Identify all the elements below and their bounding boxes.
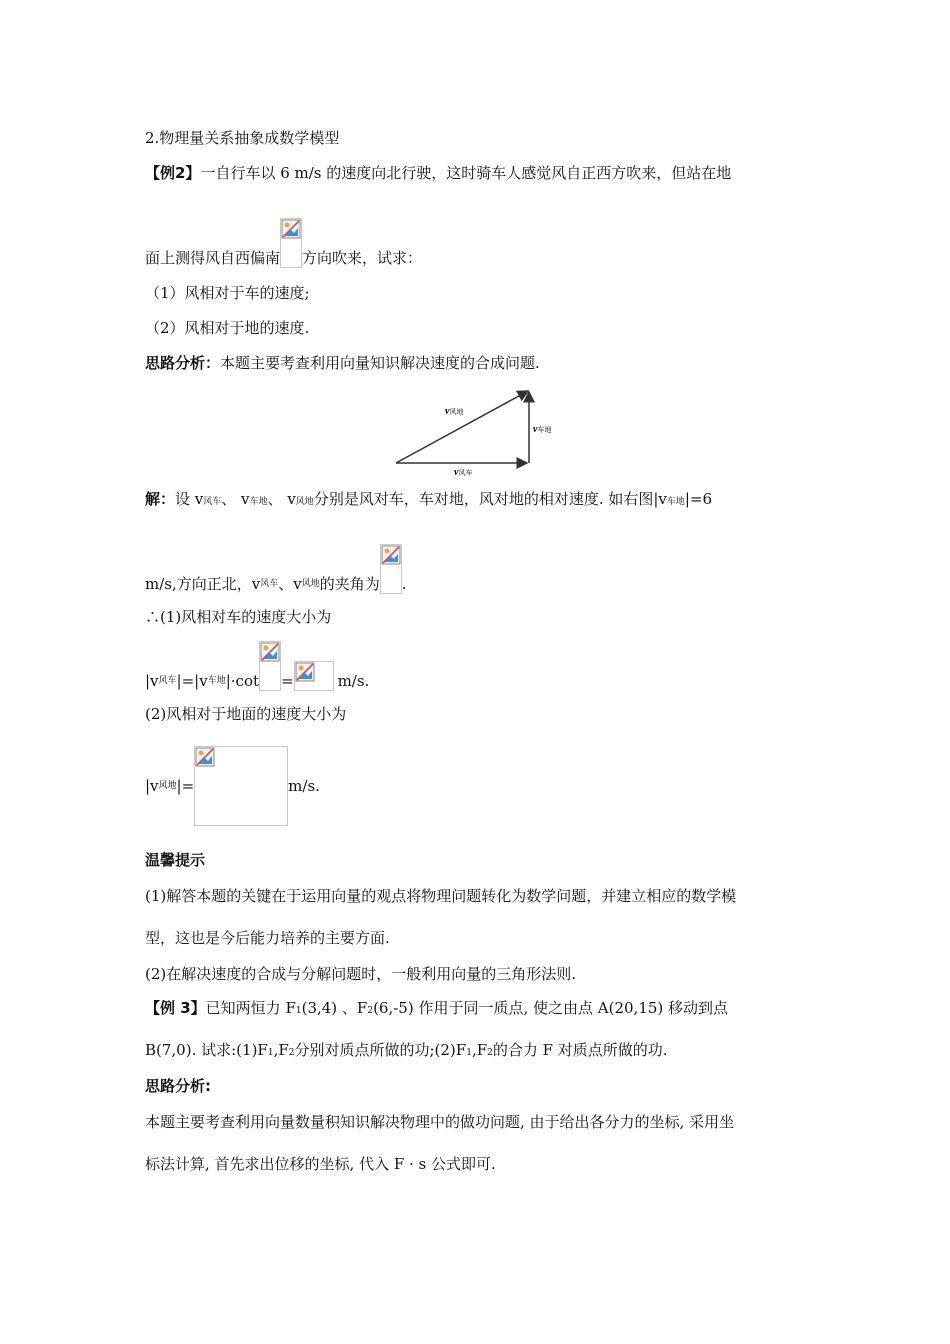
ex3-sub: 2 bbox=[367, 1006, 374, 1016]
angle-image bbox=[380, 544, 402, 594]
sol-sub: 车地 bbox=[207, 676, 226, 686]
ex3-sub: 1 bbox=[267, 1048, 274, 1058]
ex3-text: ,F bbox=[471, 1041, 488, 1059]
analysis2-label: 思路分析: bbox=[145, 1077, 211, 1095]
ex3-sub: 1 bbox=[466, 1048, 472, 1058]
example2-text3: 方向吹来，试求： bbox=[302, 249, 423, 267]
analysis1-text: 本题主要考查利用向量知识解决速度的合成问题. bbox=[220, 354, 540, 372]
sol-text: m/s,方向正北，v bbox=[145, 575, 261, 593]
sol-text: = bbox=[281, 672, 294, 690]
sol-sub: 风地 bbox=[158, 781, 177, 791]
sol-sub: 风车 bbox=[203, 497, 222, 507]
part2-line: (2)风相对于地面的速度大小为 bbox=[145, 705, 347, 723]
ex3-text: ,F bbox=[273, 1041, 289, 1059]
ex3-text: (3,4) 、F bbox=[301, 999, 368, 1017]
sol-sub: 风车 bbox=[158, 676, 177, 686]
analysis2-line2: 标法计算, 首先求出位移的坐标, 代入 F · s 公式即可. bbox=[145, 1155, 496, 1173]
tips-title: 温馨提示 bbox=[145, 851, 206, 869]
sol-text: m/s. bbox=[288, 777, 320, 795]
sol-sub: 车地 bbox=[249, 497, 268, 507]
sol-text: |v bbox=[145, 777, 159, 795]
velocity-triangle-diagram bbox=[390, 383, 560, 478]
example3-tag: 【例 3】 bbox=[145, 999, 206, 1017]
sol-text: |v bbox=[653, 490, 667, 508]
analysis1 bbox=[145, 353, 540, 373]
sol-sub: 风地 bbox=[301, 579, 320, 589]
broken-image-icon bbox=[295, 662, 315, 682]
section-title: 2.物理量关系抽象成数学模型 bbox=[145, 129, 340, 147]
sol-sub: 车地 bbox=[666, 497, 685, 507]
ex3-sub: 1 bbox=[295, 1006, 302, 1016]
example2-line1 bbox=[145, 163, 731, 183]
example2-line2 bbox=[145, 218, 422, 268]
tip1-a: (1)解答本题的关键在于运用向量的观点将物理问题转化为数学问题，并建立相应的数学模 bbox=[145, 887, 737, 905]
formula2 bbox=[145, 746, 320, 826]
sol-text: 设 v bbox=[175, 490, 204, 508]
hyp-label: v风地 bbox=[445, 406, 464, 417]
solution-line2 bbox=[145, 544, 407, 594]
analysis2-line1: 本题主要考查利用向量数量积知识解决物理中的做功问题, 由于给出各分力的坐标, 采用坐 bbox=[145, 1113, 735, 1131]
tip1-b: 型，这也是今后能力培养的主要方面. bbox=[145, 929, 390, 947]
result-image bbox=[194, 746, 288, 826]
sol-sub: 风地 bbox=[295, 497, 314, 507]
ex3-text: 的合力 F 对质点所做的功. bbox=[492, 1041, 668, 1059]
example2-tag: 【例2】 bbox=[145, 164, 201, 182]
example3-line1 bbox=[145, 998, 728, 1021]
question-1: （1）风相对于车的速度; bbox=[145, 284, 310, 302]
vert-label: v车地 bbox=[533, 424, 552, 435]
sol-text: |=6 bbox=[684, 490, 713, 508]
tip2: (2)在解决速度的合成与分解问题时，一般利用向量的三角形法则. bbox=[145, 965, 577, 983]
question-2: （2）风相对于地的速度. bbox=[145, 319, 310, 337]
ex3-text: 已知两恒力 F bbox=[205, 999, 296, 1017]
example2-text1: 一自行车以 6 m/s 的速度向北行驶，这时骑车人感觉风自正西方吹来，但站在地 bbox=[200, 164, 732, 182]
result-image bbox=[294, 661, 334, 691]
example3-line2 bbox=[145, 1040, 668, 1063]
ex3-text: B(7,0). 试求:(1)F bbox=[145, 1041, 268, 1059]
sol-text: |·cot bbox=[225, 672, 259, 690]
sol-text: 分别是风对车，车对地，风对地的相对速度. 如右图 bbox=[313, 490, 654, 508]
sol-text: 、 v bbox=[267, 490, 296, 508]
sol-text: |= bbox=[176, 777, 195, 795]
solution-label: 解： bbox=[145, 490, 176, 508]
ex3-text: 分别对质点所做的功;(2)F bbox=[294, 1041, 467, 1059]
base-label: v风车 bbox=[454, 467, 473, 478]
sol-text: 的夹角为 bbox=[319, 575, 380, 593]
solution-line1 bbox=[145, 489, 712, 512]
sol-text: |=|v bbox=[176, 672, 208, 690]
angle-image bbox=[280, 218, 302, 268]
sol-text: 、v bbox=[278, 575, 302, 593]
broken-image-icon bbox=[381, 545, 401, 565]
ex3-sub: 2 bbox=[288, 1048, 295, 1058]
sol-text: 、 v bbox=[221, 490, 250, 508]
formula1 bbox=[145, 641, 369, 691]
broken-image-icon bbox=[281, 219, 301, 239]
sol-text: m/s. bbox=[337, 672, 370, 690]
analysis1-label: 思路分析： bbox=[145, 354, 221, 372]
sol-sub: 风车 bbox=[260, 579, 279, 589]
broken-image-icon bbox=[195, 747, 215, 767]
ex3-text: (6,-5) 作用于同一质点, 使之由点 A(20,15) 移动到点 bbox=[373, 999, 729, 1017]
ex3-sub: 2 bbox=[487, 1048, 493, 1058]
therefore-line: ∴(1)风相对车的速度大小为 bbox=[145, 608, 332, 626]
sol-text: |v bbox=[145, 672, 159, 690]
sol-text: . bbox=[401, 575, 407, 593]
broken-image-icon bbox=[260, 642, 280, 662]
hypotenuse-vector bbox=[396, 391, 528, 463]
angle-image bbox=[259, 641, 281, 691]
example2-text2: 面上测得风自西偏南 bbox=[145, 249, 281, 267]
